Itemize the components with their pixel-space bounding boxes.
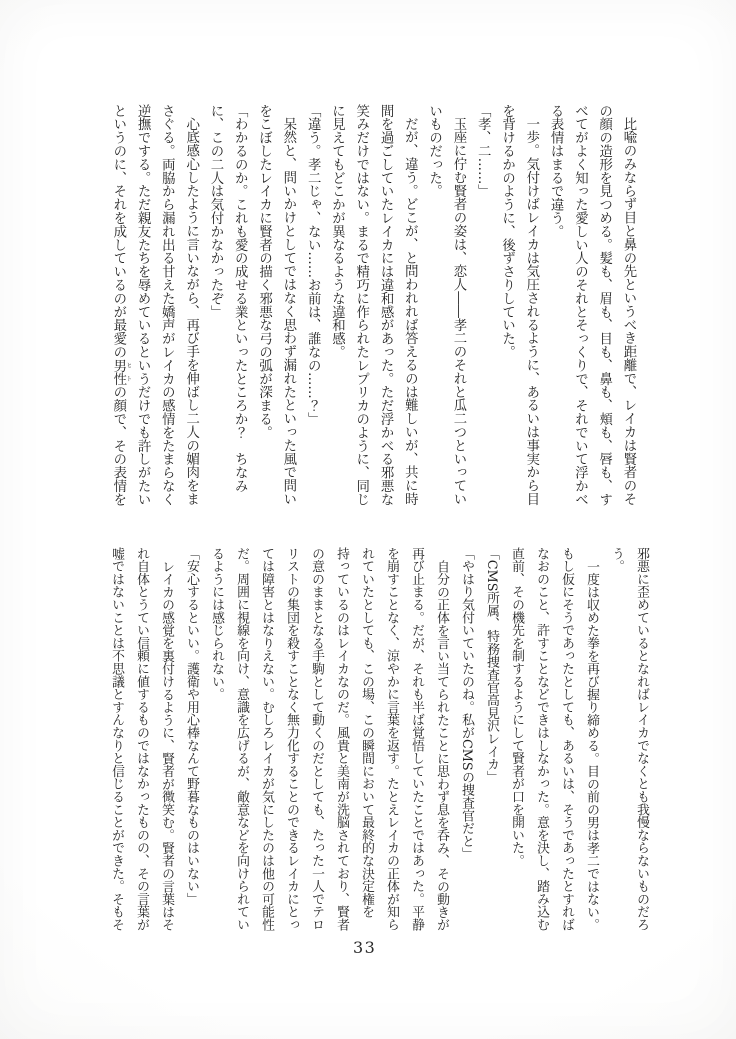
page-number: 33 xyxy=(353,938,377,957)
paragraph: 心底感心したように言いながら、再び手を伸ばし二人の媚肉をまさぐる。両脇から漏れ出る甘えた嬌声がレイカの感情をたまらなく逆撫でする。ただ親友たちを辱めているというだけでも許しがたいというのに、それを成しているのが最愛の男性 ヒトの顔で、その表情を xyxy=(110,104,199,507)
paragraph: 「違う。孝二じゃ、ない……お前は、誰なの……？」 xyxy=(305,104,321,426)
paragraph: 一歩。気付けばレイカは気圧されるように、あるいは事実から目を背けるかのように、後ずさりしていた。 xyxy=(499,104,539,506)
paragraph: レイカの感覚を裏付けるように、賢者が微笑む。賢者の言葉はそれ自体とうてい信頼に値するものではなかったものの、その言葉が嘘ではないことは不思議とすんなりと信じることができた。そもそ xyxy=(109,547,174,931)
paragraph: 呆然と、問いかけとしてではなく思わず漏れたといった風で問いをこぼしたレイカに賢者の描く邪悪な弓の弧が深まる。 xyxy=(256,104,296,506)
text-block-bottom xyxy=(104,547,654,932)
paragraph: 一度は収めた拳を再び握り締める。目の前の男は孝二ではない。もし仮にそうであったとしても、あるいは、そうであったとすればなおのこと、許すことなどできはしなかった。意を決し、踏み込む直前、その機先を制するようにして賢者が口を開いた。 xyxy=(509,547,599,931)
paragraph: 「わかるのか。これも愛の成せる業といったところか？ ちなみに、この二人は気付かなかったぞ」 xyxy=(207,104,248,493)
paragraph: 「安心するといい。護衛や用心棒なんて野暮なものはいない」 xyxy=(184,547,199,906)
paragraph: 自分の正体を言い当てられたことに思わず息を呑み、その動きが再び止まる。だが、それも半ば覚悟していたことではあった。平静を崩すことなく、涼やかに言葉を返す。たとえレイカの正体が知られていたとしても、この場、この瞬間において最終的な決定権を持っているのはレイカなのだ。風貴と美南が洗脳されており、賢者の意のままとなる手駒として動くのだとしても、たった一人でテロリストの集団を殺すことなく無力化することのできるレイカにとっては障害とはなりえない。むしろレイカが気にしたのは他の可能性だ。周囲に視線を向け、意識を広げるが、敵意などを向けられているようには感じられない。 xyxy=(209,547,449,931)
text-block-top xyxy=(105,104,640,508)
paragraph: 「やはり気付いていたのね。私がCMSの捜査官だと」 xyxy=(459,547,474,861)
paragraph: 比喩のみならず目と鼻の先というべき距離で、レイカは賢者のその顔の造形を見つめる。髪も、眉も、目も、鼻も、頬も、唇も、すべてがよく知った愛しい人のそれとそっくりで、それでいて浮かべる表情はまるで違う。 xyxy=(548,104,636,506)
paragraph: だが、違う。どこが、と問われれば答えるのは難しいが、共に時間を過ごしていたレイカには違和感があった。ただ浮かべる邪悪な笑みだけではない。まるで精巧に作られたレプリカのように、同じに見えてもどこかが異なるような違和感。 xyxy=(329,104,418,506)
paragraph: 玉座に佇む賢者の姿は、恋人――孝二のそれと瓜二つといっていいものだった。 xyxy=(426,104,466,506)
paragraph: 「孝、二……」 xyxy=(475,104,491,198)
paragraph: 邪悪に歪めているとなればレイカでなくとも我慢ならないものだろう。 xyxy=(609,547,649,931)
paragraph: 「CMS所属、特務捜査官高見沢レイカ」 xyxy=(484,547,499,784)
